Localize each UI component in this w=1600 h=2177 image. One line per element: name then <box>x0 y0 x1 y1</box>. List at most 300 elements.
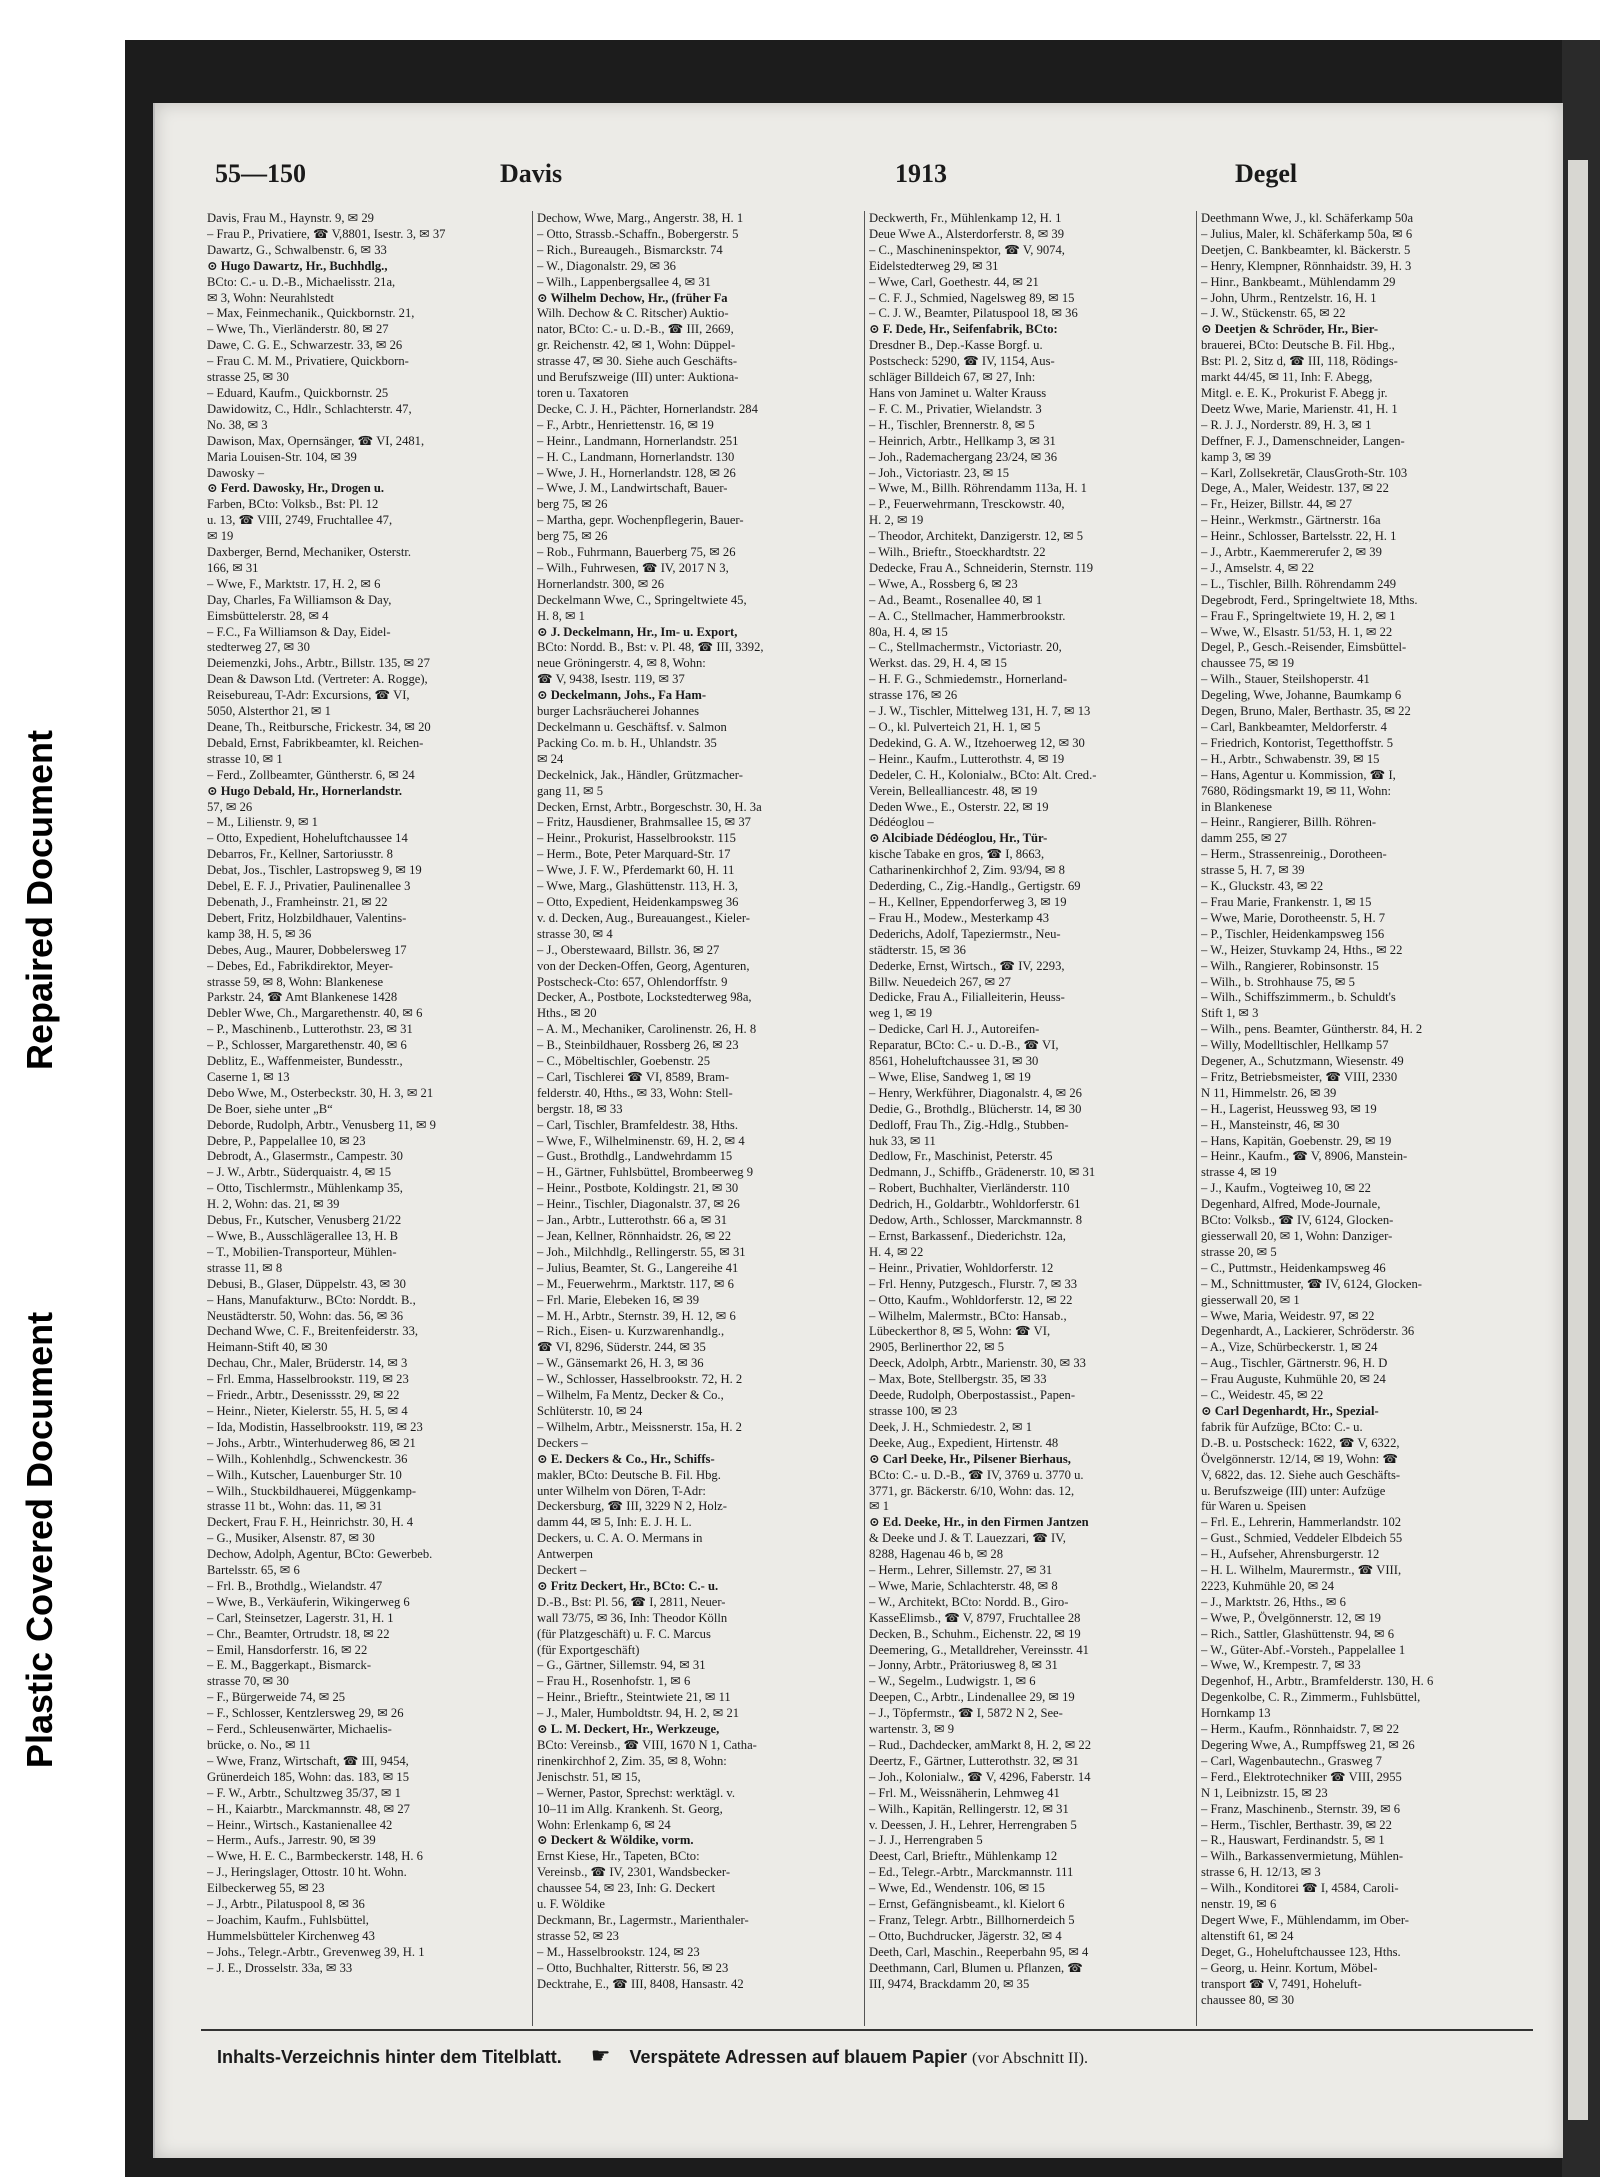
directory-entry-line: – Wilh., Fuhrwesen, ☎ IV, 2017 N 3, <box>537 560 729 575</box>
directory-entry-line: – F.C., Fa Williamson & Day, Eidel- <box>207 624 391 639</box>
directory-entry-line: Dawe, C. G. E., Schwarzestr. 33, ✉ 26 <box>207 338 403 353</box>
directory-entry-line: 8288, Hagenau 46 b, ✉ 28 <box>869 1547 1004 1562</box>
directory-entry-line: ✉ 24 <box>537 751 564 766</box>
directory-entry-line: – Dedicke, Carl H. J., Autoreifen- <box>869 1022 1040 1037</box>
directory-entry-line: in Blankenese <box>1201 799 1272 814</box>
directory-entry-line: Dechand Wwe, C. F., Breitenfeiderstr. 33, <box>207 1324 419 1339</box>
directory-entry-line: – Joh., Kolonialw., ☎ V, 4296, Faberstr. 14 <box>869 1769 1091 1784</box>
directory-entry-line: Dege, A., Maler, Weidestr. 137, ✉ 22 <box>1201 481 1389 496</box>
directory-entry-line: Eilbeckerweg 55, ✉ 23 <box>207 1881 325 1896</box>
directory-entry-line: huk 33, ✉ 11 <box>869 1133 936 1148</box>
directory-entry-line: brücke, o. No., ✉ 11 <box>207 1738 311 1752</box>
directory-entry-line: – Friedr., Arbtr., Desenissstr. 29, ✉ 22 <box>207 1388 400 1403</box>
directory-entry-line: – Henry, Werkführer, Diagonalstr. 4, ✉ 26 <box>869 1085 1082 1100</box>
directory-entry-line: – L., Tischler, Billh. Röhrendamm 249 <box>1201 576 1397 591</box>
directory-entry-line: – Friedrich, Kontorist, Tegetthoffstr. 5 <box>1201 735 1394 750</box>
directory-entry-line: Deertz, F., Gärtner, Lutterothstr. 32, ✉ 31 <box>869 1753 1079 1768</box>
directory-entry-line: Deckelnick, Jak., Händler, Grützmacher- <box>537 767 743 782</box>
directory-entry-line: – J. W., Stückenstr. 65, ✉ 22 <box>1201 306 1346 321</box>
directory-entry-line: Dedekind, G. A. W., Itzehoerweg 12, ✉ 30 <box>869 735 1085 750</box>
page-header <box>215 159 1523 195</box>
directory-entry-line: – Heinr., Werkmstr., Gärtnerstr. 16a <box>1201 513 1381 528</box>
directory-entry-line: – Rud., Dachdecker, amMarkt 8, H. 2, ✉ 22 <box>869 1738 1091 1752</box>
directory-entry-line: ✉ 3, Wohn: Neurahlstedt <box>207 290 334 305</box>
directory-entry-line: BCto: Volksb., ☎ IV, 6124, Glocken- <box>1201 1213 1394 1228</box>
directory-entry-line: Hornkamp 13 <box>1201 1706 1271 1721</box>
directory-entry-line: H. 4, ✉ 22 <box>869 1244 924 1259</box>
directory-entry-line: – Carl, Tischlerei ☎ VI, 8589, Bram- <box>537 1069 730 1084</box>
directory-entry-line: Wilh. Dechow & C. Ritscher) Auktio- <box>537 306 729 321</box>
directory-entry-line: weg 1, ✉ 19 <box>869 1006 933 1021</box>
directory-entry-line: Dedloff, Frau Th., Zig.-Hdlg., Stubben- <box>869 1117 1069 1132</box>
directory-entry-line: Dawison, Max, Opernsänger, ☎ VI, 2481, <box>207 433 425 448</box>
directory-entry-line: Degenhof, H., Arbtr., Bramfelderstr. 130, H. 6 <box>1201 1674 1434 1689</box>
directory-entry-line: – Aug., Tischler, Gärtnerstr. 96, H. D <box>1201 1356 1388 1371</box>
directory-entry-line: BCto: C.- u. D.-B., Michaelisstr. 21a, <box>207 274 396 289</box>
directory-entry-line: N 1, Leibnizstr. 15, ✉ 23 <box>1201 1785 1328 1800</box>
directory-entry-line: Deckers, u. C. A. O. Mermans in <box>537 1531 703 1546</box>
directory-entry-line: – Otto, Tischlermstr., Mühlenkamp 35, <box>207 1181 403 1196</box>
directory-entry-line: BCto: C.- u. D.-B., ☎ IV, 3769 u. 3770 u. <box>869 1467 1084 1482</box>
directory-entry-line: Deckmann, Br., Lagermstr., Marienthaler- <box>537 1912 749 1927</box>
directory-entry-line: – Joh., Rademachergang 23/24, ✉ 36 <box>869 449 1057 464</box>
directory-column-3 <box>869 211 1191 2026</box>
directory-entry-line: ⊙ L. M. Deckert, Hr., Werkzeuge, <box>537 1722 720 1737</box>
directory-entry-line: Verein, Bellealliancestr. 48, ✉ 19 <box>869 783 1038 798</box>
directory-entry-line: Mitgl. e. E. K., Prokurist F. Abegg jr. <box>1201 385 1388 400</box>
directory-entry-line: – W., Güter-Abf.-Vorsteh., Pappelallee 1 <box>1201 1642 1406 1657</box>
directory-entry-line: – W., Architekt, BCto: Nordd. B., Giro- <box>869 1594 1069 1609</box>
directory-entry-line: ⊙ Carl Degenhardt, Hr., Spezial- <box>1201 1403 1379 1418</box>
directory-entry-line: – P., Feuerwehrmann, Tresckowstr. 40, <box>869 497 1065 512</box>
directory-entry-line: – Wwe, W., Krempestr. 7, ✉ 33 <box>1201 1658 1361 1673</box>
directory-entry-line: – Ernst, Gefängnisbeamt., kl. Kielort 6 <box>869 1897 1065 1912</box>
directory-entry-line: altenstift 61, ✉ 24 <box>1201 1928 1294 1943</box>
directory-entry-line: – Franz, Telegr. Arbtr., Billhornerdeich 5 <box>869 1912 1075 1927</box>
directory-entry-line: ⊙ Fritz Deckert, Hr., BCto: C.- u. <box>537 1578 719 1593</box>
directory-entry-line: Deckert, Frau F. H., Heinrichstr. 30, H. 4 <box>207 1515 414 1530</box>
directory-entry-line: – Wwe, J. M., Landwirtschaft, Bauer- <box>537 481 728 496</box>
directory-entry-line: – Wilh., b. Strohhause 75, ✉ 5 <box>1201 974 1355 989</box>
directory-entry-line: toren u. Taxatoren <box>537 385 629 400</box>
directory-entry-line: – Wilh., Barkassenvermietung, Mühlen- <box>1201 1849 1404 1864</box>
directory-entry-line: Dedecke, Frau A., Schneiderin, Sternstr. 119 <box>869 560 1094 575</box>
directory-entry-line: – Heinr., Privatier, Wohldorferstr. 12 <box>869 1260 1054 1275</box>
directory-entry-line: wartenstr. 3, ✉ 9 <box>869 1722 955 1737</box>
directory-entry-line: Deue Wwe A., Alsterdorferstr. 8, ✉ 39 <box>869 226 1064 241</box>
directory-entry-line: Deiemenzki, Johs., Arbtr., Billstr. 135, ✉ 27 <box>207 656 430 671</box>
directory-entry-line: – Frl. E., Lehrerin, Hammerlandstr. 102 <box>1201 1515 1402 1530</box>
directory-entry-line: von der Decken-Offen, Georg, Agenturen, <box>537 958 750 973</box>
directory-entry-line: – T., Mobilien-Transporteur, Mühlen- <box>207 1244 397 1259</box>
directory-entry-line: – H. C., Landmann, Hornerlandstr. 130 <box>537 449 735 464</box>
directory-entry-line: ⊙ F. Dede, Hr., Seifenfabrik, BCto: <box>869 322 1058 337</box>
directory-entry-line: – John, Uhrm., Rentzelstr. 16, H. 1 <box>1201 290 1377 305</box>
directory-entry-line: – Wwe, Franz, Wirtschaft, ☎ III, 9454, <box>207 1753 409 1768</box>
directory-entry-line: strasse 6, H. 12/13, ✉ 3 <box>1201 1865 1321 1880</box>
directory-entry-line: burger Lachsräucherei Johannes <box>537 704 700 719</box>
directory-entry-line: – H. F. G., Schmiedemstr., Hornerland- <box>869 672 1068 687</box>
directory-entry-line: Decke, C. J. H., Pächter, Hornerlandstr. 284 <box>537 401 758 416</box>
directory-entry-line: – Heinr., Rangierer, Billh. Röhren- <box>1201 815 1377 830</box>
directory-entry-line: markt 44/45, ✉ 11, Inh: F. Abegg, <box>1201 370 1373 385</box>
directory-entry-line: Deek, J. H., Schmiedestr. 2, ✉ 1 <box>869 1419 1033 1434</box>
directory-entry-line: – Rich., Sattler, Glashüttenstr. 94, ✉ 6 <box>1201 1626 1394 1641</box>
directory-entry-line: – Herm., Aufs., Jarrestr. 90, ✉ 39 <box>207 1833 376 1848</box>
directory-entry-line: D.-B. u. Postscheck: 1622, ☎ V, 6322, <box>1201 1435 1400 1450</box>
directory-entry-line: – Ferd., Schleusenwärter, Michaelis- <box>207 1722 392 1737</box>
directory-entry-line: – Carl, Wagenbautechn., Grasweg 7 <box>1201 1753 1382 1768</box>
directory-entry-line: – Johs., Arbtr., Winterhuderweg 86, ✉ 21 <box>207 1435 416 1450</box>
directory-entry-line: Werkst. das. 29, H. 4, ✉ 15 <box>869 656 1007 671</box>
directory-entry-line: Debel, E. F. J., Privatier, Paulinenallee 3 <box>207 879 411 894</box>
directory-entry-line: – Herm., Tischler, Berthastr. 39, ✉ 22 <box>1201 1817 1392 1832</box>
directory-entry-line: – Hans, Manufakturw., BCto: Norddt. B., <box>207 1292 416 1307</box>
directory-entry-line: ⊙ J. Deckelmann, Hr., Im- u. Export, <box>537 624 738 639</box>
directory-entry-line: – J., Marktstr. 26, Hths., ✉ 6 <box>1201 1594 1346 1609</box>
directory-entry-line: – P., Tischler, Heidenkampsweg 156 <box>1201 926 1385 941</box>
directory-entry-line: – H. L. Wilhelm, Maurermstr., ☎ VIII, <box>1201 1563 1402 1578</box>
directory-entry-line: – Wwe, M., Billh. Röhrendamm 113a, H. 1 <box>869 481 1087 496</box>
column-divider <box>864 211 865 2026</box>
directory-entry-line: makler, BCto: Deutsche B. Fil. Hbg. <box>537 1467 721 1482</box>
directory-entry-line: Deckelmann Wwe, C., Springeltwiete 45, <box>537 592 747 607</box>
repaired-document-text: Repaired Document <box>19 729 61 1071</box>
directory-entry-line: – Heinr., Kaufm., Lutterothstr. 4, ✉ 19 <box>869 751 1065 766</box>
directory-entry-line: Schlüterstr. 10, ✉ 24 <box>537 1403 643 1418</box>
directory-entry-line: – Herm., Bote, Peter Marquard-Str. 17 <box>537 847 731 862</box>
directory-entry-line: Eimsbüttelerstr. 28, ✉ 4 <box>207 608 329 623</box>
directory-entry-line: – Joachim, Kaufm., Fuhlsbüttel, <box>207 1912 369 1927</box>
directory-entry-line: strasse 70, ✉ 30 <box>207 1674 289 1689</box>
directory-entry-line: Reisebureau, T-Adr: Excursions, ☎ VI, <box>207 688 410 703</box>
directory-entry-line: Deckert – <box>537 1563 587 1578</box>
directory-entry-line: – Ernst, Barkassenf., Diederichstr. 12a, <box>869 1229 1066 1243</box>
directory-entry-line: Deeke, Aug., Expedient, Hirtenstr. 48 <box>869 1435 1059 1450</box>
directory-entry-line: – Max, Feinmechanik., Quickbornstr. 21, <box>207 306 415 321</box>
directory-entry-line: – W., Gänsemarkt 26, H. 3, ✉ 36 <box>537 1356 704 1371</box>
directory-entry-line: ⊙ Hugo Debald, Hr., Hornerlandstr. <box>207 783 403 798</box>
directory-entry-line: strasse 100, ✉ 23 <box>869 1403 958 1418</box>
directory-entry-line: – Frl. B., Brothdlg., Wielandstr. 47 <box>207 1578 383 1593</box>
header-last-name: Degel <box>1235 159 1298 188</box>
directory-entry-line: – J., Maler, Humboldtstr. 94, H. 2, ✉ 21 <box>537 1706 740 1721</box>
directory-entry-line: Dederke, Ernst, Wirtsch., ☎ IV, 2293, <box>869 958 1065 973</box>
directory-entry-line: – A. C., Stellmacher, Hammerbrookstr. <box>869 608 1066 623</box>
directory-entry-line: BCto: Nordd. B., Bst: v. Pl. 48, ☎ III, 3392, <box>537 640 764 655</box>
directory-entry-line: kische Tabake en gros, ☎ I, 8663, <box>869 847 1045 862</box>
directory-entry-line: Degert Wwe, F., Mühlendamm, im Ober- <box>1201 1912 1410 1927</box>
directory-entry-line: Deane, Th., Reitbursche, Frickestr. 34, ✉ 20 <box>207 720 431 734</box>
directory-entry-line: Deblitz, E., Waffenmeister, Bundesstr., <box>207 1054 403 1069</box>
directory-entry-line: – Rich., Bureaugeh., Bismarckstr. 74 <box>537 242 723 257</box>
directory-entry-line: Dechow, Adolph, Agentur, BCto: Gewerbeb. <box>207 1547 433 1562</box>
directory-entry-line: Debrodt, A., Glasermstr., Campestr. 30 <box>207 1149 403 1164</box>
directory-entry-line: – F., Arbtr., Henriettenstr. 16, ✉ 19 <box>537 417 714 432</box>
directory-entry-line: – Eduard, Kaufm., Quickbornstr. 25 <box>207 385 389 400</box>
directory-entry-line: – Wilhelm, Malermstr., BCto: Hansab., <box>869 1308 1067 1323</box>
directory-entry-line: – Heinr., Kaufm., ☎ V, 8906, Manstein- <box>1201 1149 1408 1164</box>
directory-entry-line: Farben, BCto: Volksb., Bst: Pl. 12 <box>207 497 379 512</box>
directory-entry-line: KasseElimsb., ☎ V, 8797, Fruchtallee 28 <box>869 1610 1081 1625</box>
directory-entry-line: 10–11 im Allg. Krankenh. St. Georg, <box>537 1801 723 1816</box>
directory-entry-line: ✉ 19 <box>207 529 234 544</box>
directory-entry-line: Deepen, C., Arbtr., Lindenallee 29, ✉ 19 <box>869 1690 1075 1705</box>
directory-entry-line: H. 2, ✉ 19 <box>869 513 924 528</box>
directory-entry-line: Dawidowitz, C., Hdlr., Schlachterstr. 47, <box>207 401 412 416</box>
directory-entry-line: – Wilhelm, Arbtr., Meissnerstr. 15a, H. 2 <box>537 1419 742 1434</box>
directory-entry-line: De Boer, siehe unter „B“ <box>207 1101 333 1116</box>
directory-entry-line: No. 38, ✉ 3 <box>207 417 268 432</box>
directory-entry-line: – Heinr., Prokurist, Hasselbrookstr. 115 <box>537 831 736 846</box>
directory-entry-line: – Wwe, Marg., Glashüttenstr. 113, H. 3, <box>537 879 738 894</box>
directory-entry-line: Dedeler, C. H., Kolonialw., BCto: Alt. Cred.- <box>869 767 1097 782</box>
directory-entry-line: Deden Wwe., E., Osterstr. 22, ✉ 19 <box>869 799 1049 814</box>
directory-entry-line: 8561, Hoheluftchaussee 31, ✉ 30 <box>869 1054 1039 1069</box>
directory-entry-line: Deeck, Adolph, Arbtr., Marienstr. 30, ✉ 33 <box>869 1356 1086 1371</box>
directory-entry-line: (für Platzgeschäft) u. F. C. Marcus <box>537 1626 711 1641</box>
directory-entry-line: – Herm., Kaufm., Rönnhaidstr. 7, ✉ 22 <box>1201 1722 1400 1737</box>
column-divider <box>1196 211 1197 2026</box>
directory-entry-line: – A. M., Mechaniker, Carolinenstr. 26, H. 8 <box>537 1022 757 1037</box>
directory-entry-line: Reparatur, BCto: C.- u. D.-B., ☎ VI, <box>869 1038 1059 1053</box>
directory-entry-line: Dédéoglou – <box>869 815 934 830</box>
header-year: 1913 <box>895 159 947 188</box>
directory-entry-line: – Frl. M., Weissnäherin, Lehmweg 41 <box>869 1785 1060 1800</box>
directory-entry-line: Deemering, G., Metalldreher, Vereinsstr. 41 <box>869 1642 1089 1657</box>
footer-section-note: (vor Abschnitt II). <box>972 2050 1088 2067</box>
directory-entry-line: – Joh., Milchhdlg., Rellingerstr. 55, ✉ 31 <box>537 1244 746 1259</box>
directory-entry-line: Deethmann, Carl, Blumen u. Pflanzen, ☎ <box>869 1960 1083 1975</box>
directory-entry-line: – Joh., Victoriastr. 23, ✉ 15 <box>869 465 1010 480</box>
adjacent-page-edge <box>1562 40 1600 2177</box>
directory-entry-line: damm 44, ✉ 5, Inh: E. J. H. L. <box>537 1515 692 1530</box>
directory-entry-line: Debusi, B., Glaser, Düppelstr. 43, ✉ 30 <box>207 1276 406 1291</box>
directory-entry-line: – C., Möbeltischler, Goebenstr. 25 <box>537 1054 710 1069</box>
directory-entry-line: – Otto, Strassb.-Schaffn., Bobergerstr. 5 <box>537 226 739 241</box>
directory-entry-line: – Frau H., Modew., Mesterkamp 43 <box>869 910 1050 925</box>
directory-entry-line: – Wilh., Kohlenhdlg., Schwenckestr. 36 <box>207 1451 408 1466</box>
directory-entry-line: – H., Arbtr., Schwabenstr. 39, ✉ 15 <box>1201 751 1380 766</box>
directory-entry-line: Dedrich, H., Goldarbtr., Wohldorferstr. 61 <box>869 1197 1081 1212</box>
directory-entry-line: Deffner, F. J., Damenschneider, Langen- <box>1201 433 1405 448</box>
directory-entry-line: – Hinr., Bankbeamt., Mühlendamm 29 <box>1201 274 1396 289</box>
directory-entry-line: schläger Billdeich 67, ✉ 27, Inh: <box>869 370 1036 385</box>
directory-entry-line: – J. W., Tischler, Mittelweg 131, H. 7, ✉ 13 <box>869 704 1091 719</box>
directory-entry-line: – P., Maschinenb., Lutterothstr. 23, ✉ 31 <box>207 1022 413 1037</box>
directory-entry-line: H. 2, Wohn: das. 21, ✉ 39 <box>207 1197 340 1212</box>
directory-entry-line: – Martha, gepr. Wochenpflegerin, Bauer- <box>537 513 744 528</box>
directory-entry-line: Caserne 1, ✉ 13 <box>207 1069 290 1084</box>
directory-entry-line: giesserwall 20, ✉ 1, Wohn: Danziger- <box>1201 1229 1393 1243</box>
directory-entry-line: – Heinr., Brieftr., Steintwiete 21, ✉ 11 <box>537 1690 731 1705</box>
directory-entry-line: – C., Puttmstr., Heidenkampsweg 46 <box>1201 1260 1386 1275</box>
directory-entry-line: – Max, Bote, Stellbergstr. 35, ✉ 33 <box>869 1372 1047 1387</box>
directory-entry-line: kamp 38, H. 5, ✉ 36 <box>207 926 312 941</box>
directory-entry-line: – Fritz, Betriebsmeister, ☎ VIII, 2330 <box>1201 1069 1398 1084</box>
directory-entry-line: strasse 59, ✉ 8, Wohn: Blankenese <box>207 974 384 989</box>
directory-entry-line: Övelgönnerstr. 12/14, ✉ 19, Wohn: ☎ <box>1201 1451 1399 1466</box>
directory-entry-line: Wohn: Erlenkamp 6, ✉ 24 <box>537 1817 671 1832</box>
directory-entry-line: Deeth, Carl, Maschin., Reeperbahn 95, ✉ 4 <box>869 1944 1089 1959</box>
directory-entry-line: – Ferd., Zollbeamter, Güntherstr. 6, ✉ 24 <box>207 767 415 782</box>
directory-entry-line: – Frau F., Springeltwiete 19, H. 2, ✉ 1 <box>1201 608 1396 623</box>
directory-entry-line: v. d. Decken, Aug., Bureauangest., Kieler- <box>537 910 750 925</box>
directory-entry-line: Debald, Ernst, Fabrikbeamter, kl. Reichen- <box>207 735 424 750</box>
directory-entry-line: – F., Bürgerweide 74, ✉ 25 <box>207 1690 346 1705</box>
pointing-hand-icon: ☛ <box>590 2043 611 2068</box>
directory-entry-line: Antwerpen <box>537 1547 593 1562</box>
directory-entry-line: – M., Hasselbrookstr. 124, ✉ 23 <box>537 1944 700 1959</box>
directory-entry-line: – Wilh., Rangierer, Robinsonstr. 15 <box>1201 958 1379 973</box>
directory-entry-line: – Julius, Maler, kl. Schäferkamp 50a, ✉ 6 <box>1201 226 1413 241</box>
directory-entry-line: gr. Reichenstr. 42, ✉ 1, Wohn: Düppel- <box>537 338 736 353</box>
directory-entry-line: – A., Vize, Schürbeckerstr. 1, ✉ 24 <box>1201 1340 1378 1355</box>
directory-entry-line: ⊙ Alcibiade Dédéoglou, Hr., Tür- <box>869 831 1048 846</box>
directory-entry-line: Debenath, J., Framheinstr. 21, ✉ 22 <box>207 894 388 909</box>
directory-entry-line: ⊙ Ed. Deeke, Hr., in den Firmen Jantzen <box>869 1515 1089 1530</box>
directory-entry-line: – Heinr., Tischler, Diagonalstr. 37, ✉ 26 <box>537 1197 740 1212</box>
directory-entry-line: – Frl. Henny, Putzgesch., Flurstr. 7, ✉ 33 <box>869 1276 1078 1291</box>
directory-entry-line: – Robert, Buchhalter, Vierländerstr. 110 <box>869 1181 1070 1196</box>
directory-entry-line: 2905, Berlinerthor 22, ✉ 5 <box>869 1340 1005 1355</box>
directory-entry-line: ⊙ Hugo Dawartz, Hr., Buchhdlg., <box>207 258 388 273</box>
directory-entry-line: – M., Lilienstr. 9, ✉ 1 <box>207 815 318 830</box>
directory-entry-line: Maria Louisen-Str. 104, ✉ 39 <box>207 449 357 464</box>
directory-entry-line: Decker, A., Postbote, Lockstedterweg 98a, <box>537 990 752 1005</box>
directory-entry-line: ☎ V, 9438, Isestr. 119, ✉ 37 <box>537 672 685 687</box>
directory-entry-line: – M., Schnittmuster, ☎ IV, 6124, Glocken- <box>1201 1276 1422 1291</box>
directory-entry-line: (für Exportgeschäft) <box>537 1642 640 1657</box>
directory-entry-line: v. Deessen, J. H., Lehrer, Herrengraben 5 <box>869 1817 1077 1832</box>
directory-entry-line: – Wwe, Marie, Dorotheenstr. 5, H. 7 <box>1201 910 1386 925</box>
directory-entry-line: strasse 30, ✉ 4 <box>537 926 613 941</box>
directory-entry-line: – Wilh., Kapitän, Rellingerstr. 12, ✉ 31 <box>869 1801 1069 1816</box>
directory-entry-line: stedterweg 27, ✉ 30 <box>207 640 310 655</box>
directory-entry-line: – G., Gärtner, Sillemstr. 94, ✉ 31 <box>537 1658 706 1673</box>
directory-entry-line: – Wwe, Ed., Wendenstr. 106, ✉ 15 <box>869 1881 1045 1896</box>
directory-entry-line: – Hans, Kapitän, Goebenstr. 29, ✉ 19 <box>1201 1133 1392 1148</box>
directory-entry-line: 57, ✉ 26 <box>207 799 253 814</box>
directory-entry-line: H. 8, ✉ 1 <box>537 608 585 623</box>
directory-entry-line: – W., Segelm., Ludwigstr. 1, ✉ 6 <box>869 1674 1036 1689</box>
directory-entry-line: Deget, G., Hoheluftchaussee 123, Hths. <box>1201 1944 1401 1959</box>
directory-entry-line: Degener, A., Schutzmann, Wiesenstr. 49 <box>1201 1054 1404 1069</box>
directory-entry-line: strasse 4, ✉ 19 <box>1201 1165 1277 1180</box>
directory-entry-line: – Ferd., Elektrotechniker ☎ VIII, 2955 <box>1201 1769 1402 1784</box>
directory-entry-line: – Theodor, Architekt, Danzigerstr. 12, ✉ 5 <box>869 529 1084 544</box>
directory-entry-line: Catharinenkirchhof 2, Zim. 93/94, ✉ 8 <box>869 863 1065 878</box>
directory-entry-line: – Wilh., Kutscher, Lauenburger Str. 10 <box>207 1467 402 1482</box>
directory-entry-line: brauerei, BCto: Deutsche B. Fil. Hbg., <box>1201 338 1395 353</box>
directory-entry-line: – Wwe, Carl, Goethestr. 44, ✉ 21 <box>869 274 1039 289</box>
directory-entry-line: ⊙ Deetjen & Schröder, Hr., Bier- <box>1201 322 1379 337</box>
directory-entry-line: – F. C. M., Privatier, Wielandstr. 3 <box>869 401 1042 416</box>
directory-entry-line: – Ida, Modistin, Hasselbrookstr. 119, ✉ 23 <box>207 1419 423 1434</box>
directory-entry-line: – Carl, Steinsetzer, Lagerstr. 31, H. 1 <box>207 1610 394 1625</box>
directory-entry-line: – Wilh., Stauer, Steilshoperstr. 41 <box>1201 672 1370 687</box>
directory-entry-line: – Gust., Brothdlg., Landwehrdamm 15 <box>537 1149 733 1164</box>
directory-entry-line: – Otto, Kaufm., Wohldorferstr. 12, ✉ 22 <box>869 1292 1073 1307</box>
directory-entry-line: ⊙ E. Deckers & Co., Hr., Schiffs- <box>537 1451 715 1466</box>
page-number: 55—150 <box>215 159 306 188</box>
directory-entry-line: – Wwe, H. E. C., Barmbeckerstr. 148, H. 6 <box>207 1849 423 1864</box>
directory-entry-line: – Otto, Expedient, Heidenkampsweg 36 <box>537 894 739 909</box>
directory-entry-line: – J., Arbtr., Pilatuspool 8, ✉ 36 <box>207 1897 365 1912</box>
directory-entry-line: Deede, Rudolph, Oberpostassist., Papen- <box>869 1388 1076 1403</box>
directory-entry-line: Dresdner B., Dep.-Kasse Borgf. u. <box>869 338 1043 353</box>
directory-entry-line: – Heinr., Landmann, Hornerlandstr. 251 <box>537 433 739 448</box>
directory-entry-line: u. 13, ☎ VIII, 2749, Fruchtallee 47, <box>207 513 393 528</box>
directory-entry-line: Degenhard, Alfred, Mode-Journale, <box>1201 1197 1381 1212</box>
directory-entry-line: strasse 11, ✉ 8 <box>207 1260 283 1275</box>
directory-entry-line: 80a, H. 4, ✉ 15 <box>869 624 948 639</box>
directory-entry-line: – Frau Marie, Frankenstr. 1, ✉ 15 <box>1201 894 1372 909</box>
directory-entry-line: bergstr. 18, ✉ 33 <box>537 1101 623 1116</box>
directory-entry-line: Deckersburg, ☎ III, 3229 N 2, Holz- <box>537 1499 727 1514</box>
directory-entry-line: – Wwe, F., Wilhelminenstr. 69, H. 2, ✉ 4 <box>537 1133 745 1148</box>
directory-entry-line: – J., Arbtr., Kaemmererufer 2, ✉ 39 <box>1201 545 1382 560</box>
directory-entry-line: – C., Stellmachermstr., Victoriastr. 20, <box>869 640 1062 655</box>
directory-entry-line: strasse 176, ✉ 26 <box>869 688 958 703</box>
directory-entry-line: Decken, B., Schuhm., Eichenstr. 22, ✉ 19 <box>869 1626 1081 1641</box>
directory-entry-line: strasse 25, ✉ 30 <box>207 370 289 385</box>
directory-entry-line: Deborde, Rudolph, Arbtr., Venusberg 11, ✉ 9 <box>207 1117 436 1132</box>
directory-entry-line: Deckelmann u. Geschäftsf. v. Salmon <box>537 720 727 734</box>
directory-entry-line: – Frau C. M. M., Privatiere, Quickborn- <box>207 354 409 369</box>
directory-entry-line: ⊙ Carl Deeke, Hr., Pilsener Bierhaus, <box>869 1451 1071 1466</box>
directory-entry-line: – Otto, Buchhalter, Ritterstr. 56, ✉ 23 <box>537 1960 729 1975</box>
directory-entry-line: giesserwall 20, ✉ 1 <box>1201 1292 1300 1307</box>
directory-entry-line: – W., Schlosser, Hasselbrookstr. 72, H. 2 <box>537 1372 743 1387</box>
directory-entry-line: – Jean, Kellner, Rönnhaidstr. 26, ✉ 22 <box>537 1229 732 1243</box>
directory-entry-line: – W., Heizer, Stuvkamp 24, Hths., ✉ 22 <box>1201 942 1403 957</box>
directory-entry-line: – J. J., Herrengraben 5 <box>869 1833 983 1848</box>
directory-entry-line: – J., Heringslager, Ottostr. 10 ht. Wohn. <box>207 1865 407 1880</box>
directory-entry-line: – G., Musiker, Alsenstr. 87, ✉ 30 <box>207 1531 375 1546</box>
directory-entry-line: – Heinr., Wirtsch., Kastanienallee 42 <box>207 1817 393 1832</box>
directory-entry-line: – J., Kaufm., Vogteiweg 10, ✉ 22 <box>1201 1181 1371 1196</box>
directory-entry-line: Degen, Bruno, Maler, Berthastr. 35, ✉ 22 <box>1201 704 1411 719</box>
directory-entry-line: – R. J. J., Norderstr. 89, H. 3, ✉ 1 <box>1201 417 1372 432</box>
directory-entry-line: Degenhardt, A., Lackierer, Schröderstr. 36 <box>1201 1324 1415 1339</box>
directory-entry-line: berg 75, ✉ 26 <box>537 529 608 544</box>
directory-entry-line: – Wwe, Marie, Schlachterstr. 48, ✉ 8 <box>869 1578 1058 1593</box>
directory-entry-line: – H., Aufseher, Ahrensburgerstr. 12 <box>1201 1547 1380 1562</box>
directory-entry-line: Vereinsb., ☎ IV, 2301, Wandsbecker- <box>537 1865 731 1880</box>
directory-entry-line: Stift 1, ✉ 3 <box>1201 1006 1259 1021</box>
directory-entry-line: – Frl. Emma, Hasselbrookstr. 119, ✉ 23 <box>207 1372 409 1387</box>
directory-entry-line: – O., kl. Pulverteich 21, H. 1, ✉ 5 <box>869 720 1041 734</box>
directory-entry-line: – M. H., Arbtr., Sternstr. 39, H. 12, ✉ 6 <box>537 1308 736 1323</box>
directory-entry-line: Heimann-Stift 40, ✉ 30 <box>207 1340 328 1355</box>
directory-entry-line: ⊙ Deckert & Wöldike, vorm. <box>537 1833 694 1848</box>
directory-entry-line: ✉ 1 <box>869 1499 889 1514</box>
directory-entry-line: 5050, Alsterthor 21, ✉ 1 <box>207 704 331 719</box>
directory-entry-line: 3771, gr. Bäckerstr. 6/10, Wohn: das. 12, <box>869 1483 1075 1498</box>
directory-entry-line: gang 11, ✉ 5 <box>537 783 604 798</box>
directory-entry-line: strasse 11 bt., Wohn: das. 11, ✉ 31 <box>207 1499 383 1514</box>
directory-entry-line: – H., Kaiarbtr., Marckmannstr. 48, ✉ 27 <box>207 1801 410 1816</box>
directory-entry-line: chaussee 54, ✉ 23, Inh: G. Deckert <box>537 1881 716 1896</box>
directory-entry-line: – Heinr., Nieter, Kielerstr. 55, H. 5, ✉ 4 <box>207 1403 408 1418</box>
directory-entry-line: – Karl, Zollsekretär, ClausGroth-Str. 103 <box>1201 465 1408 480</box>
directory-entry-line: strasse 47, ✉ 30. Siehe auch Geschäfts- <box>537 354 738 369</box>
directory-entry-line: D.-B., Bst: Pl. 56, ☎ I, 2811, Neuer- <box>537 1594 726 1609</box>
directory-entry-line: – Frau H., Rosenhofstr. 1, ✉ 6 <box>537 1674 691 1689</box>
directory-entry-line: fabrik für Aufzüge, BCto: C.- u. <box>1201 1419 1363 1434</box>
directory-entry-line: – Herm., Lehrer, Sillemstr. 27, ✉ 31 <box>869 1563 1053 1578</box>
